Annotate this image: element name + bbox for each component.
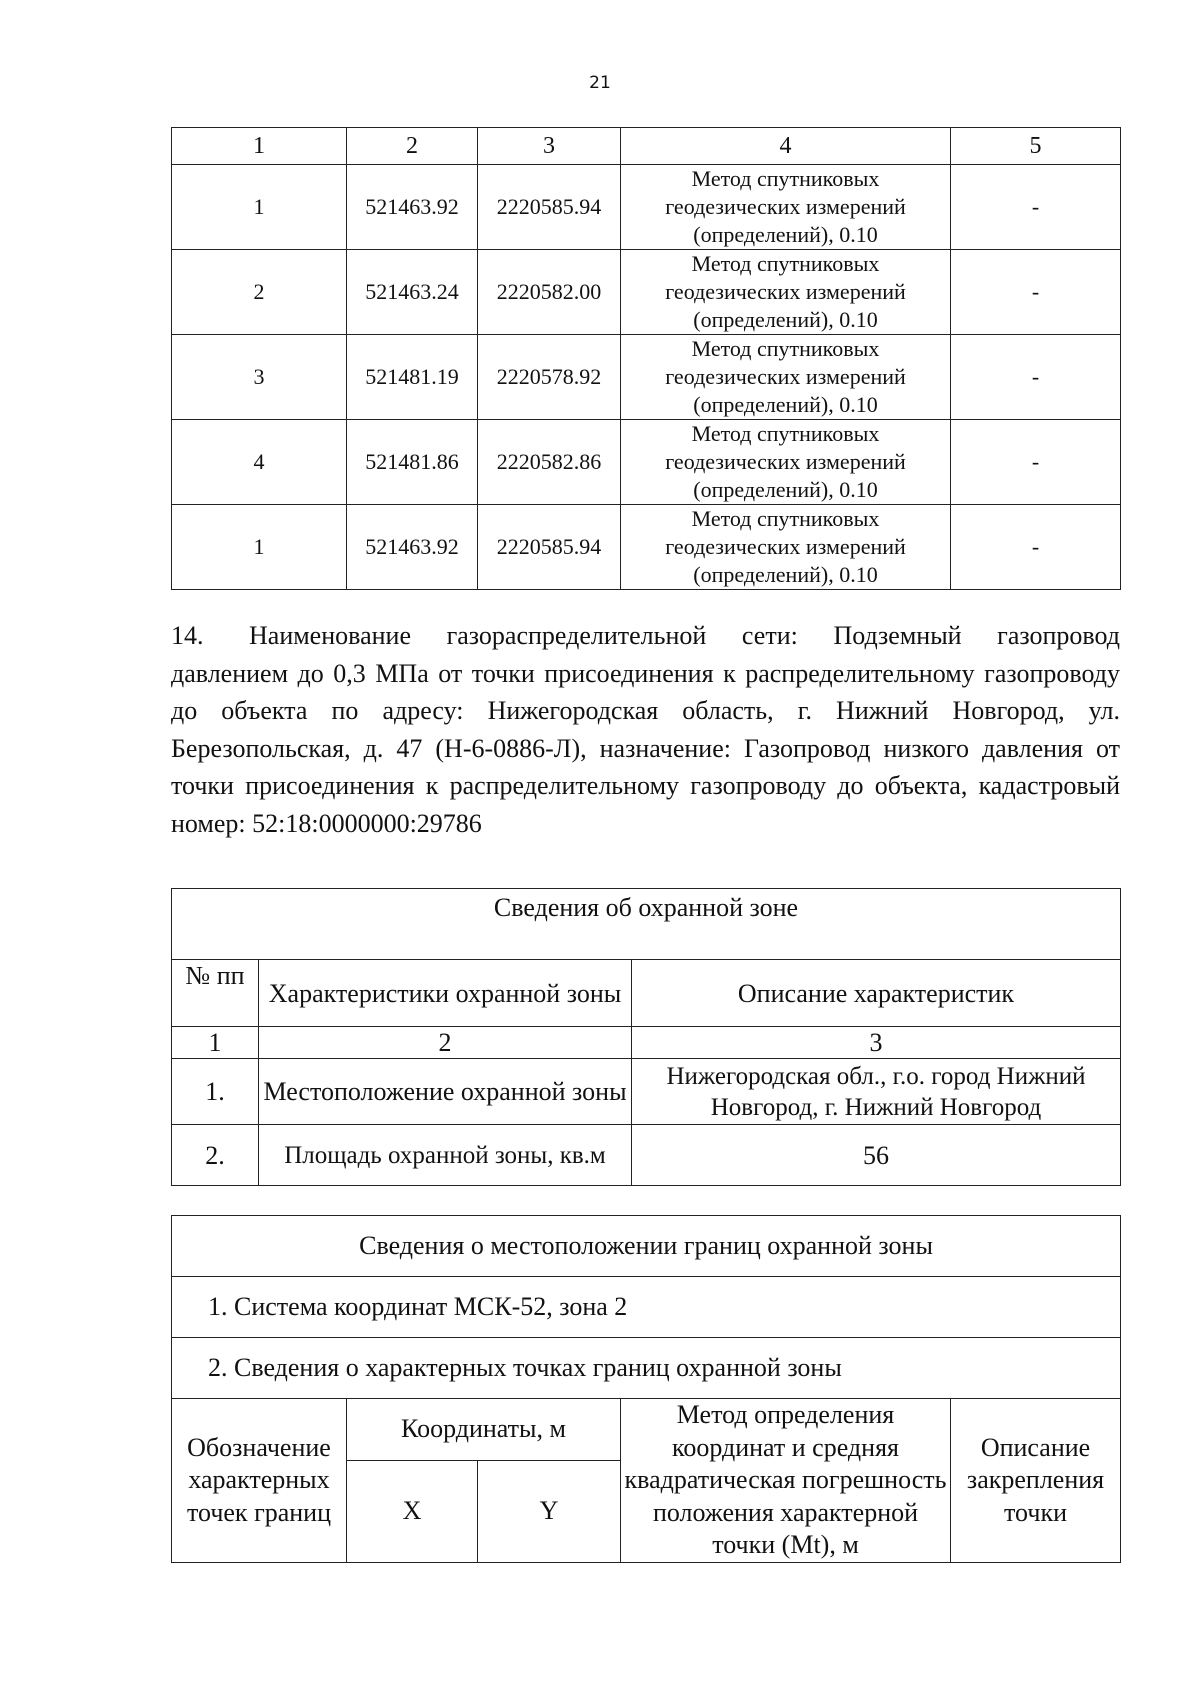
row-number: 2. bbox=[172, 1125, 259, 1186]
table-title-row bbox=[172, 889, 1121, 960]
column-header-x: X bbox=[347, 1460, 478, 1562]
item-14-paragraph bbox=[171, 617, 1120, 842]
coordinate-system-row bbox=[172, 1277, 1121, 1338]
coordinate-y: 2220582.00 bbox=[478, 250, 621, 335]
table-row bbox=[172, 420, 1121, 505]
column-header-method: Метод определения координат и средняя квадратическая погрешность положения характерной точки (Mt), м bbox=[621, 1399, 951, 1563]
table-header-row bbox=[172, 128, 1121, 165]
table-title: Сведения о местоположении границ охранной зоны bbox=[172, 1216, 1121, 1277]
protection-zone-table bbox=[171, 888, 1121, 1186]
method-line: Метод спутниковых bbox=[691, 166, 880, 191]
point-number: 2 bbox=[172, 250, 347, 335]
method-line: (определений), 0.10 bbox=[693, 307, 878, 332]
item-number: 14. bbox=[171, 621, 204, 650]
column-header: Описание характеристик bbox=[632, 960, 1121, 1027]
coordinate-x: 521463.92 bbox=[347, 165, 478, 250]
column-header-description: Описание закрепления точки bbox=[951, 1399, 1121, 1563]
points-info: 2. Сведения о характерных точках границ охранной зоны bbox=[172, 1338, 1121, 1399]
table-row bbox=[172, 505, 1121, 590]
table-title: Сведения об охранной зоне bbox=[172, 889, 1121, 960]
point-description: - bbox=[951, 250, 1121, 335]
method-line: (определений), 0.10 bbox=[693, 392, 878, 417]
column-number: 3 bbox=[478, 128, 621, 165]
column-number: 3 bbox=[632, 1027, 1121, 1059]
method-line: Метод спутниковых bbox=[691, 506, 880, 531]
point-description: - bbox=[951, 335, 1121, 420]
table-row bbox=[172, 335, 1121, 420]
method-line: геодезических измерений bbox=[665, 449, 906, 474]
coordinate-x: 521463.92 bbox=[347, 505, 478, 590]
coordinate-x: 521481.19 bbox=[347, 335, 478, 420]
row-number: 1. bbox=[172, 1059, 259, 1125]
characteristic-name: Местоположение охранной зоны bbox=[259, 1059, 632, 1125]
coordinate-y: 2220585.94 bbox=[478, 505, 621, 590]
method-line: геодезических измерений bbox=[665, 534, 906, 559]
characteristic-value: Нижегородская обл., г.о. город Нижний Новгород, г. Нижний Новгород bbox=[632, 1059, 1121, 1125]
coordinate-y: 2220585.94 bbox=[478, 165, 621, 250]
point-description: - bbox=[951, 420, 1121, 505]
column-number-row bbox=[172, 1027, 1121, 1059]
column-header: Характеристики охранной зоны bbox=[259, 960, 632, 1027]
table-header-row bbox=[172, 960, 1121, 1027]
method-line: (определений), 0.10 bbox=[693, 562, 878, 587]
point-number: 3 bbox=[172, 335, 347, 420]
method-line: геодезических измерений bbox=[665, 279, 906, 304]
column-header-designation: Обозначение характерных точек границ bbox=[172, 1399, 347, 1563]
method-cell bbox=[621, 165, 951, 250]
point-number: 1 bbox=[172, 505, 347, 590]
column-header: № пп bbox=[172, 960, 259, 1027]
boundary-location-table bbox=[171, 1215, 1121, 1563]
method-cell bbox=[621, 250, 951, 335]
column-number: 1 bbox=[172, 128, 347, 165]
method-line: (определений), 0.10 bbox=[693, 222, 878, 247]
table-header-row bbox=[172, 1399, 1121, 1461]
column-header-y: Y bbox=[478, 1460, 621, 1562]
column-number: 4 bbox=[621, 128, 951, 165]
point-number: 4 bbox=[172, 420, 347, 505]
coordinate-y: 2220582.86 bbox=[478, 420, 621, 505]
column-number: 1 bbox=[172, 1027, 259, 1059]
coordinate-x: 521463.24 bbox=[347, 250, 478, 335]
column-number: 5 bbox=[951, 128, 1121, 165]
method-line: Метод спутниковых bbox=[691, 336, 880, 361]
coordinate-x: 521481.86 bbox=[347, 420, 478, 505]
coordinate-system: 1. Система координат МСК-52, зона 2 bbox=[172, 1277, 1121, 1338]
item-text: Наименование газораспределительной сети: Подземный газопровод давлением до 0,3 МПа от точки присоединения к распределительному газопроводу до объекта по адресу: Нижегородская область, г. Нижний Новгород, ул. Березопольская, д. 47 (Н-6-0886-Л), назначение: Газопровод низкого давления от точки присоединения к распределительному газопроводу до объекта, кадастровый номер: 52:18:0000000:29786 bbox=[171, 621, 1120, 838]
column-number: 2 bbox=[259, 1027, 632, 1059]
method-line: (определений), 0.10 bbox=[693, 477, 878, 502]
column-number: 2 bbox=[347, 128, 478, 165]
column-header-coordinates: Координаты, м bbox=[347, 1399, 621, 1461]
method-line: Метод спутниковых bbox=[691, 251, 880, 276]
method-line: геодезических измерений bbox=[665, 194, 906, 219]
coordinates-table bbox=[171, 127, 1121, 590]
page-number: 21 bbox=[589, 73, 611, 93]
table-title-row bbox=[172, 1216, 1121, 1277]
point-description: - bbox=[951, 165, 1121, 250]
method-cell bbox=[621, 505, 951, 590]
table-row bbox=[172, 250, 1121, 335]
table-row bbox=[172, 1059, 1121, 1125]
coordinate-y: 2220578.92 bbox=[478, 335, 621, 420]
characteristic-value: 56 bbox=[632, 1125, 1121, 1186]
points-info-row bbox=[172, 1338, 1121, 1399]
point-description: - bbox=[951, 505, 1121, 590]
table-row bbox=[172, 1125, 1121, 1186]
method-line: геодезических измерений bbox=[665, 364, 906, 389]
method-line: Метод спутниковых bbox=[691, 421, 880, 446]
characteristic-name: Площадь охранной зоны, кв.м bbox=[259, 1125, 632, 1186]
table-row bbox=[172, 165, 1121, 250]
method-cell bbox=[621, 420, 951, 505]
point-number: 1 bbox=[172, 165, 347, 250]
method-cell bbox=[621, 335, 951, 420]
